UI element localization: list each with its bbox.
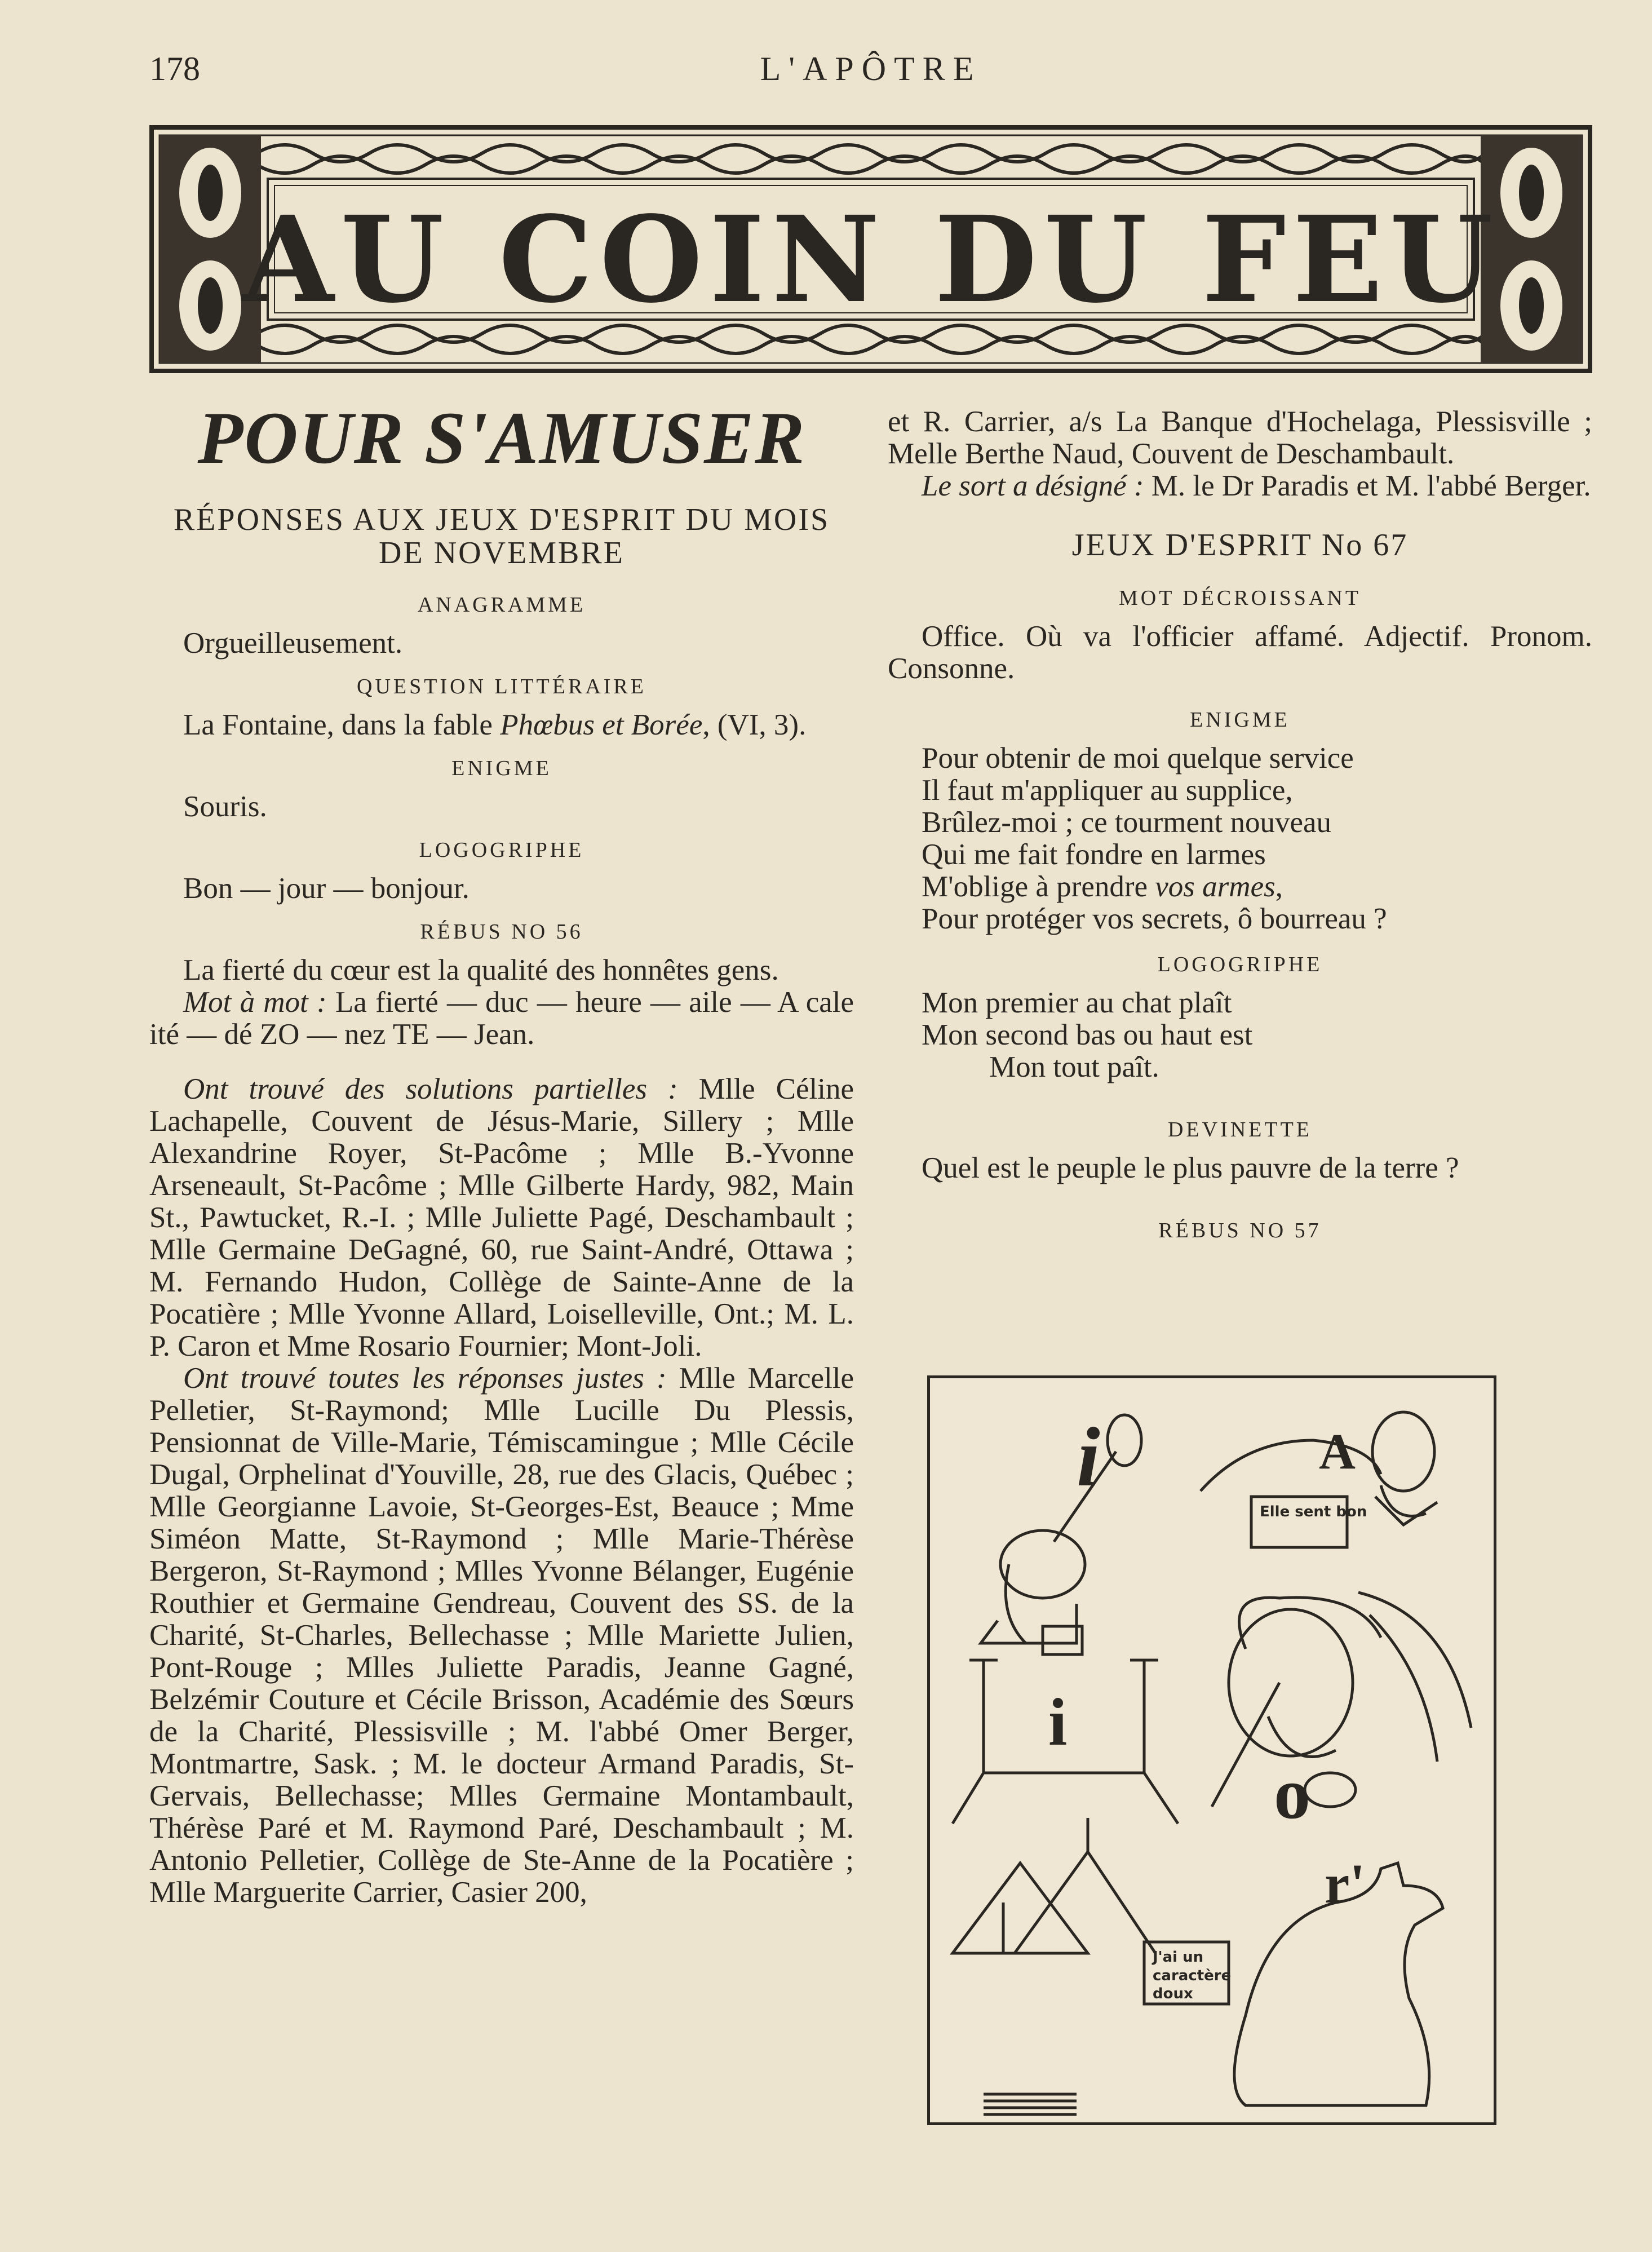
logogriphe-verse — [888, 987, 1592, 1083]
letter-r: r' — [1325, 1852, 1366, 1915]
section-title: POUR S'AMUSER — [197, 396, 806, 479]
verse-line: Brûlez-moi ; ce tourment nouveau — [922, 806, 1332, 839]
left-column — [149, 395, 854, 1909]
anagramme-label: ANAGRAMME — [417, 592, 586, 617]
verse-line: Il faut m'appliquer au supplice, — [922, 774, 1293, 807]
rebus-57-label: RÉBUS NO 57 — [1158, 1219, 1322, 1242]
section-banner — [149, 125, 1592, 373]
speech-bubble-2-line2: caractère — [1153, 1967, 1232, 1984]
enigme-label: ENIGME — [451, 756, 552, 780]
banner-title: AU COIN DU FEU — [242, 190, 1500, 329]
verse-line: Mon tout paît. — [989, 1051, 1159, 1083]
question-answer: La Fontaine, dans la fable Phœbus et Borée, (VI, 3). — [183, 708, 807, 741]
question-label: QUESTION LITTÉRAIRE — [357, 674, 646, 698]
rebus-drawing — [930, 1378, 1494, 2122]
enigme-label: ENIGME — [1190, 708, 1290, 732]
anagramme-answer: Orgueilleusement. — [183, 626, 403, 660]
verse-line: Mon premier au chat plaît — [922, 986, 1232, 1019]
letter-i-top: i — [1077, 1410, 1100, 1504]
verse-line: Mon second bas ou haut est — [922, 1019, 1253, 1051]
devinette-label: DEVINETTE — [1167, 1118, 1313, 1142]
enigme-verse — [888, 742, 1592, 935]
mot-decroissant-label: MOT DÉCROISSANT — [1118, 586, 1362, 610]
speech-bubble-1: Elle sent bon — [1260, 1503, 1367, 1520]
verse-line: Pour protéger vos secrets, ô bourreau ? — [922, 902, 1387, 935]
verse-line: M'oblige à prendre vos armes, — [922, 870, 1283, 903]
page-number: 178 — [149, 50, 200, 87]
enigme-answer: Souris. — [183, 790, 267, 823]
mot-a-mot: Mot à mot : La fierté — duc — heure — aile — A cale ité — dé ZO — nez TE — Jean. — [149, 985, 854, 1051]
running-header — [149, 50, 1592, 95]
logogriphe-label: LOGOGRIPHE — [419, 838, 584, 862]
right-column — [888, 406, 1592, 1253]
logogriphe-label: LOGOGRIPHE — [1157, 953, 1323, 976]
letter-a: A — [1319, 1424, 1356, 1480]
solvers-continuation: et R. Carrier, a/s La Banque d'Hochelaga, Plessisville ; Melle Berthe Naud, Couvent de Deschambault. — [888, 405, 1592, 470]
verse-line: Qui me fait fondre en larmes — [922, 838, 1266, 871]
mot-decroissant-text: Office. Où va l'officier affamé. Adjectif. Pronom. Consonne. — [888, 620, 1592, 685]
full-solvers: Ont trouvé toutes les réponses justes : Mlle Marcelle Pelletier, St-Raymond; Mlle Lucille Du Plessis, Pensionnat de Ville-Marie, Témiscamingue ; Mlle Cécile Dugal, Orphelinat d'Youville, 28, rue des Glacis, Québec ; Mlle Georgianne Lavoie, St-Georges-Est, Beauce ; Mme Siméon Matte, St-Raymond ; Mlle Marie-Thérèse Bergeron, St-Raymond ; Mlles Yvonne Bélanger, Eugénie Routhier et Germaine Gendreau, Couvent des SS. de la Charité, St-Charles, Bellechasse ; Mlle Mariette Julien, Pont-Rouge ; Mlles Juliette Paradis, Jeanne Gagné, Belzémir Couture et Cécile Brisson, Académie des Sœurs de la Charité, Plessisville ; M. l'abbé Omer Berger, Montmartre, Sask. ; M. le docteur Armand Paradis, St-Gervais, Bellechasse; Mlles Germaine Montambault, Thérèse Paré et M. Raymond Paré, Deschambault ; M. Antonio Pelletier, Collège de Ste-Anne de la Pocatière ; Mlle Marguerite Carrier, Casier 200, — [149, 1361, 854, 1909]
section-subtitle: RÉPONSES AUX JEUX D'ESPRIT DU MOIS DE NOVEMBRE — [173, 502, 830, 570]
speech-bubble-2-line1: J'ai un — [1153, 1949, 1204, 1966]
devinette-text: Quel est le peuple le plus pauvre de la terre ? — [922, 1152, 1459, 1184]
rebus-illustration — [927, 1375, 1496, 2125]
sort-designe: Le sort a désigné : M. le Dr Paradis et M. l'abbé Berger. — [922, 470, 1591, 502]
partial-solvers: Ont trouvé des solutions partielles : Mlle Céline Lachapelle, Couvent de Jésus-Marie, Sillery ; Mlle Alexandrine Royer, St-Pacôme ; Mlle B.-Yvonne Arseneault, St-Pacôme ; Mlle Gilberte Hardy, 982, Main St., Pawtucket, R.-I. ; Mlle Juliette Pagé, Deschambault ; Mlle Germaine DeGagné, 60, rue Saint-André, Ottawa ; M. Fernando Hudon, Collège de Sainte-Anne de la Pocatière ; Mlle Yvonne Allard, Loiselleville, Ont.; M. L. P. Caron et Mme Rosario Fournier; Mont-Joli. — [149, 1072, 854, 1362]
jeux-title: JEUX D'ESPRIT No 67 — [1071, 528, 1409, 563]
logogriphe-answer: Bon — jour — bonjour. — [183, 871, 470, 905]
letter-o: o — [1274, 1753, 1310, 1834]
rebus-label: RÉBUS NO 56 — [420, 919, 583, 944]
letter-i-mid: i — [1048, 1684, 1068, 1759]
rebus-answer: La fierté du cœur est la qualité des honnêtes gens. — [183, 953, 779, 986]
speech-bubble-2-line3: doux — [1153, 1985, 1193, 2002]
journal-title: L'APÔTRE — [760, 50, 982, 87]
verse-line: Pour obtenir de moi quelque service — [922, 742, 1354, 775]
